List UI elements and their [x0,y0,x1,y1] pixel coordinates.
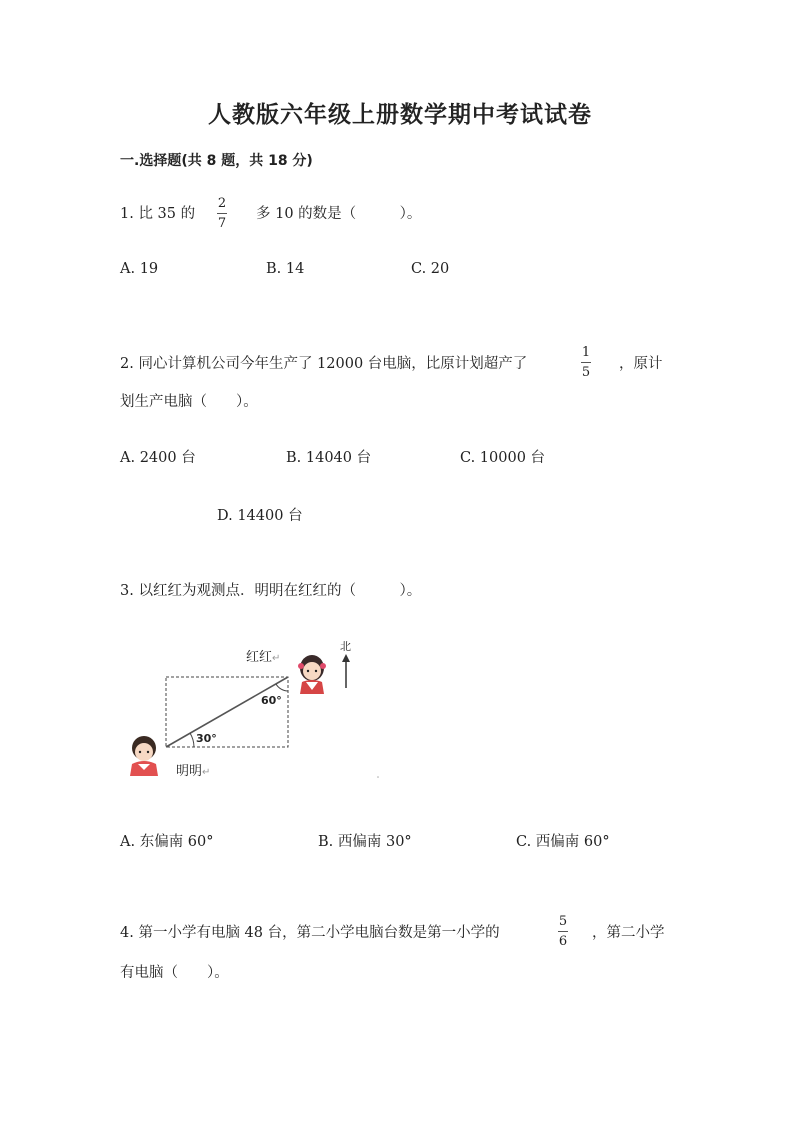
q2-text-after: ，原计 [619,356,663,372]
q1-fraction [217,196,227,231]
q2-option-d: D. 14400 台 [217,508,303,524]
angle-label-30: 30° [196,732,217,745]
q3-direction-diagram [118,630,398,790]
q4-text-after: ，第二小学 [592,925,665,941]
hong-label [246,646,280,665]
q2-option-a: A. 2400 台 [120,450,196,466]
q3-option-c: C. 西偏南 60° [516,834,610,850]
fraction-bar [581,362,591,363]
boy-figure [130,736,158,776]
q4-text-before: 4. 第一小学有电脑 48 台，第二小学电脑台数是第一小学的 [120,925,500,941]
q2-option-b: B. 14040 台 [286,450,372,466]
fraction-bar [558,931,568,932]
q3-text: 3. 以红红为观测点．明明在红红的（ ）。 [120,583,422,599]
girl-figure [298,655,326,694]
q3-option-a: A. 东偏南 60° [120,834,214,850]
sight-line [166,677,288,747]
section-heading: 一.选择题(共 8 题，共 18 分) [120,153,313,169]
q3-option-b: B. 西偏南 30° [318,834,412,850]
angle-label-60: 60° [261,694,282,707]
q4-text-line2: 有电脑（ ）。 [120,965,229,981]
q4-fraction-numerator: 5 [558,914,568,929]
q1-text-before: 1. 比 35 的 [120,206,196,222]
fraction-bar [217,213,227,214]
north-label: 北 [340,640,351,653]
angle-arc-30 [190,733,194,747]
hong-label-text: 红红 [246,650,273,665]
q2-text-line2: 划生产电脑（ ）。 [120,394,258,410]
ming-label [176,760,210,779]
q1-text-after: 多 10 的数是（ ）。 [256,206,422,222]
q1-fraction-denominator: 7 [217,216,227,231]
q4-fraction [558,914,568,949]
q1-option-b: B. 14 [266,261,305,277]
q1-option-a: A. 19 [120,261,159,277]
q2-fraction [581,345,591,380]
q2-option-c: C. 10000 台 [460,450,546,466]
q1-fraction-numerator: 2 [217,196,227,211]
q4-fraction-denominator: 6 [558,934,568,949]
return-mark: ↵ [272,653,281,664]
q1-option-c: C. 20 [411,261,450,277]
angle-arc-60 [276,684,288,691]
north-arrow-head [342,654,350,662]
q2-text-before: 2. 同心计算机公司今年生产了 12000 台电脑，比原计划超产了 [120,356,528,372]
q2-fraction-numerator: 1 [581,345,591,360]
return-mark: ↵ [202,767,211,778]
q2-fraction-denominator: 5 [581,365,591,380]
ming-label-text: 明明 [176,764,203,779]
page-title: 人教版六年级上册数学期中考试试卷 [208,102,592,128]
